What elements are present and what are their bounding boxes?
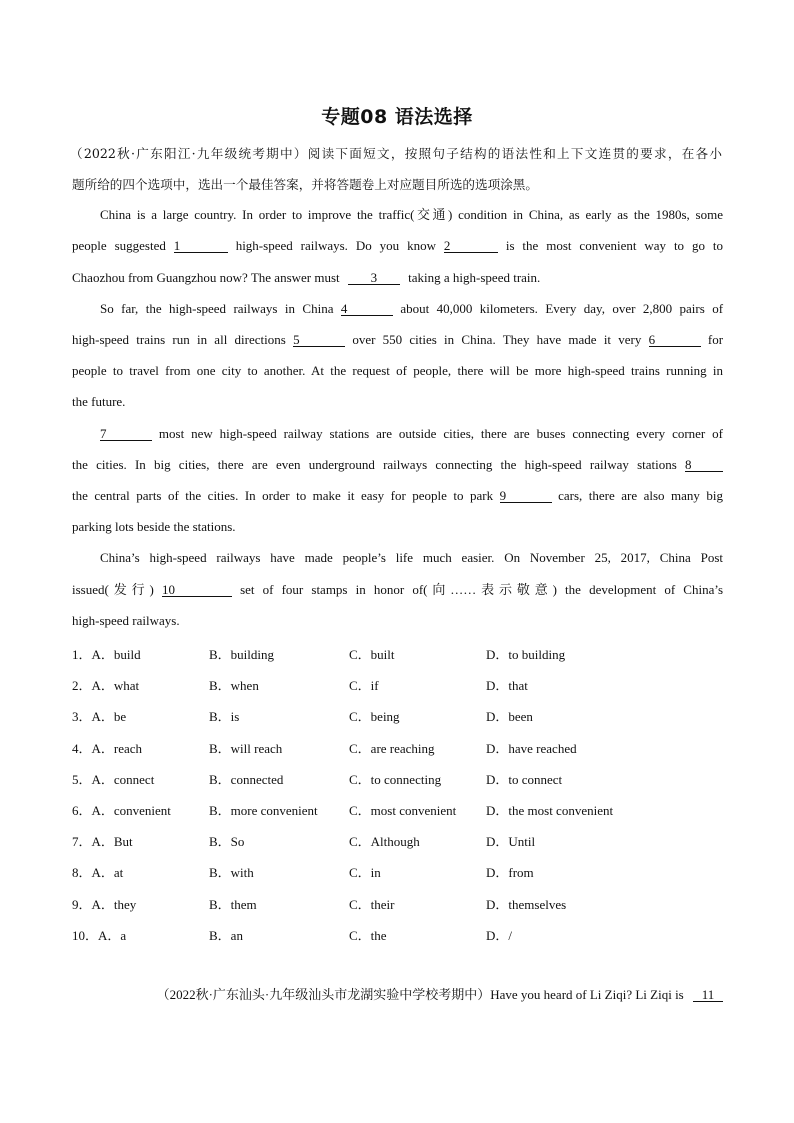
- p4-line-1: China’s high-speed railways have made people’s life much easier. On November 25, 2017, China Post: [100, 550, 723, 565]
- option-a[interactable]: 10．A．a: [72, 928, 127, 943]
- blank-2[interactable]: 2: [444, 239, 498, 253]
- question-row: [72, 894, 712, 910]
- p4-line-2: issued(发行) 10 set of four stamps in honor of(向……表示敬意) the development of China’s: [72, 582, 724, 597]
- option-b[interactable]: B．them: [209, 897, 257, 912]
- p3-line-3: the central parts of the cities. In order to make it easy for people to park 9 cars, there are also many big: [72, 488, 724, 503]
- option-c[interactable]: C．their: [349, 897, 395, 912]
- option-a[interactable]: 7．A．But: [72, 834, 133, 849]
- blank-6[interactable]: 6: [649, 333, 701, 347]
- question-row: [72, 800, 712, 816]
- next-passage-intro: （2022秋·广东汕头·九年级汕头市龙湖实验中学校考期中）Have you heard of Li Ziqi? Li Ziqi is 11: [100, 987, 723, 1003]
- option-a[interactable]: 1．A．build: [72, 647, 141, 662]
- p3-line-4: parking lots beside the stations.: [72, 519, 236, 534]
- question-row: [72, 644, 712, 660]
- option-b[interactable]: B．connected: [209, 772, 284, 787]
- option-d[interactable]: D．from: [486, 865, 534, 880]
- p4-line-3: high-speed railways.: [72, 613, 180, 628]
- option-c[interactable]: C．are reaching: [349, 741, 435, 756]
- question-row: [72, 831, 712, 847]
- option-c[interactable]: C．to connecting: [349, 772, 442, 787]
- option-b[interactable]: B．when: [209, 678, 259, 693]
- option-b[interactable]: B．an: [209, 928, 243, 943]
- option-c[interactable]: C．Although: [349, 834, 420, 849]
- blank-9[interactable]: 9: [500, 489, 552, 503]
- option-a[interactable]: 4．A．reach: [72, 741, 143, 756]
- option-c[interactable]: C．built: [349, 647, 395, 662]
- option-c[interactable]: C．most convenient: [349, 803, 457, 818]
- p2-line-2: high-speed trains run in all directions 5 over 550 cities in China. They have made it very 6 for: [72, 332, 724, 347]
- option-d[interactable]: D．to building: [486, 647, 566, 662]
- intro-line-1: （2022秋·广东阳江·九年级统考期中）阅读下面短文，按照句子结构的语法性和上下文连贯的要求，在各小: [70, 146, 722, 161]
- p2-line-3: people to travel from one city to another. At the request of people, there will be more high-speed trains running in: [72, 363, 723, 378]
- blank-3[interactable]: 3: [348, 271, 400, 285]
- p1-line-3: Chaozhou from Guangzhou now? The answer must 3 taking a high-speed train.: [72, 270, 541, 285]
- p1-line-2: people suggested 1 high-speed railways. Do you know 2 is the most convenient way to go to: [72, 238, 724, 253]
- blank-4[interactable]: 4: [341, 302, 393, 316]
- page-title: 专题08 语法选择: [321, 106, 473, 128]
- blank-1[interactable]: 1: [174, 239, 228, 253]
- option-a[interactable]: 2．A．what: [72, 678, 140, 693]
- blank-10[interactable]: 10: [162, 583, 232, 597]
- blank-7[interactable]: 7: [100, 427, 152, 441]
- option-d[interactable]: D．Until: [486, 834, 536, 849]
- p1-line-1: China is a large country. In order to improve the traffic(交通) condition in China, as early as the 1980s, some: [100, 207, 723, 222]
- option-c[interactable]: C．the: [349, 928, 387, 943]
- option-d[interactable]: D．/: [486, 928, 513, 943]
- option-b[interactable]: B．with: [209, 865, 254, 880]
- option-a[interactable]: 6．A．convenient: [72, 803, 171, 818]
- option-c[interactable]: C．if: [349, 678, 379, 693]
- option-b[interactable]: B．more convenient: [209, 803, 318, 818]
- question-row: [72, 706, 712, 722]
- option-a[interactable]: 9．A．they: [72, 897, 137, 912]
- option-d[interactable]: D．the most convenient: [486, 803, 614, 818]
- option-b[interactable]: B．is: [209, 709, 240, 724]
- option-d[interactable]: D．to connect: [486, 772, 563, 787]
- option-b[interactable]: B．So: [209, 834, 245, 849]
- option-a[interactable]: 8．A．at: [72, 865, 124, 880]
- option-d[interactable]: D．themselves: [486, 897, 567, 912]
- p3-line-2: the cities. In big cities, there are even underground railways connecting the high-speed railway stations 8: [72, 457, 723, 473]
- option-c[interactable]: C．in: [349, 865, 381, 880]
- option-a[interactable]: 3．A．be: [72, 709, 127, 724]
- question-row: [72, 675, 712, 691]
- p2-line-4: the future.: [72, 394, 126, 409]
- option-c[interactable]: C．being: [349, 709, 400, 724]
- blank-5[interactable]: 5: [293, 333, 345, 347]
- question-row: [72, 862, 712, 878]
- option-d[interactable]: D．have reached: [486, 741, 577, 756]
- option-b[interactable]: B．will reach: [209, 741, 283, 756]
- option-a[interactable]: 5．A．connect: [72, 772, 155, 787]
- option-d[interactable]: D．that: [486, 678, 528, 693]
- p3-line-1: 7 most new high-speed railway stations are outside cities, there are buses connecting every corner of: [100, 426, 723, 441]
- p2-line-1: So far, the high-speed railways in China 4 about 40,000 kilometers. Every day, over 2,800 pairs of: [100, 301, 724, 316]
- blank-11[interactable]: 11: [693, 988, 723, 1002]
- intro-line-2: 题所给的四个选项中，选出一个最佳答案，并将答题卷上对应题目所选的选项涂黑。: [72, 177, 538, 192]
- option-b[interactable]: B．building: [209, 647, 275, 662]
- question-row: [72, 925, 712, 941]
- blank-8[interactable]: 8: [685, 458, 723, 472]
- question-row: [72, 738, 712, 754]
- option-d[interactable]: D．been: [486, 709, 533, 724]
- question-row: [72, 769, 712, 785]
